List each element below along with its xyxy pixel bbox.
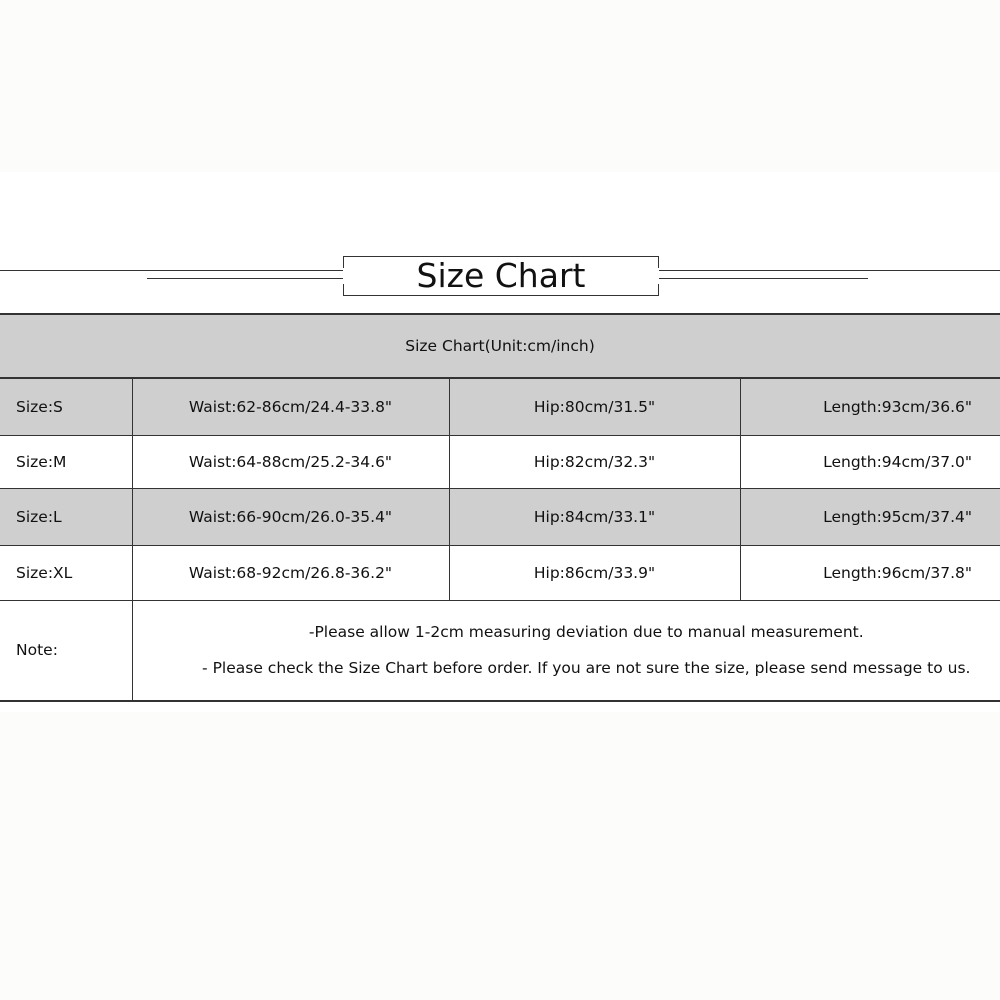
hip-cell: Hip:86cm/33.9" [449,545,740,600]
size-cell: Size:XL [0,545,132,600]
note-row [0,600,1000,701]
waist-cell: Waist:68-92cm/26.8-36.2" [132,545,449,600]
hip-cell: Hip:84cm/33.1" [449,488,740,545]
table-caption-row [0,314,1000,378]
header-rule-right-inner [659,278,868,279]
size-cell: Size:M [0,435,132,488]
page-title: Size Chart [416,256,586,295]
note-line: - Please check the Size Chart before order. If you are not sure the size, please send message to us. [202,659,971,678]
waist-cell: Waist:64-88cm/25.2-34.6" [132,435,449,488]
note-label: Note: [0,600,132,701]
header-rule-left-outer [0,270,343,271]
size-chart-table [0,313,1000,702]
size-cell: Size:S [0,378,132,435]
table-row [0,488,1000,545]
table-row [0,545,1000,600]
note-line: -Please allow 1-2cm measuring deviation due to manual measurement. [308,623,864,642]
length-cell: Length:96cm/37.8" [740,545,1000,600]
length-cell: Length:93cm/36.6" [740,378,1000,435]
hip-cell: Hip:82cm/32.3" [449,435,740,488]
table-row [0,435,1000,488]
length-cell: Length:95cm/37.4" [740,488,1000,545]
header-rule-right-outer [659,270,1000,271]
header-rule-left-inner [147,278,343,279]
table-caption: Size Chart(Unit:cm/inch) [0,314,1000,378]
waist-cell: Waist:62-86cm/24.4-33.8" [132,378,449,435]
length-cell: Length:94cm/37.0" [740,435,1000,488]
note-body [132,600,1000,701]
size-cell: Size:L [0,488,132,545]
hip-cell: Hip:80cm/31.5" [449,378,740,435]
table-row [0,378,1000,435]
waist-cell: Waist:66-90cm/26.0-35.4" [132,488,449,545]
